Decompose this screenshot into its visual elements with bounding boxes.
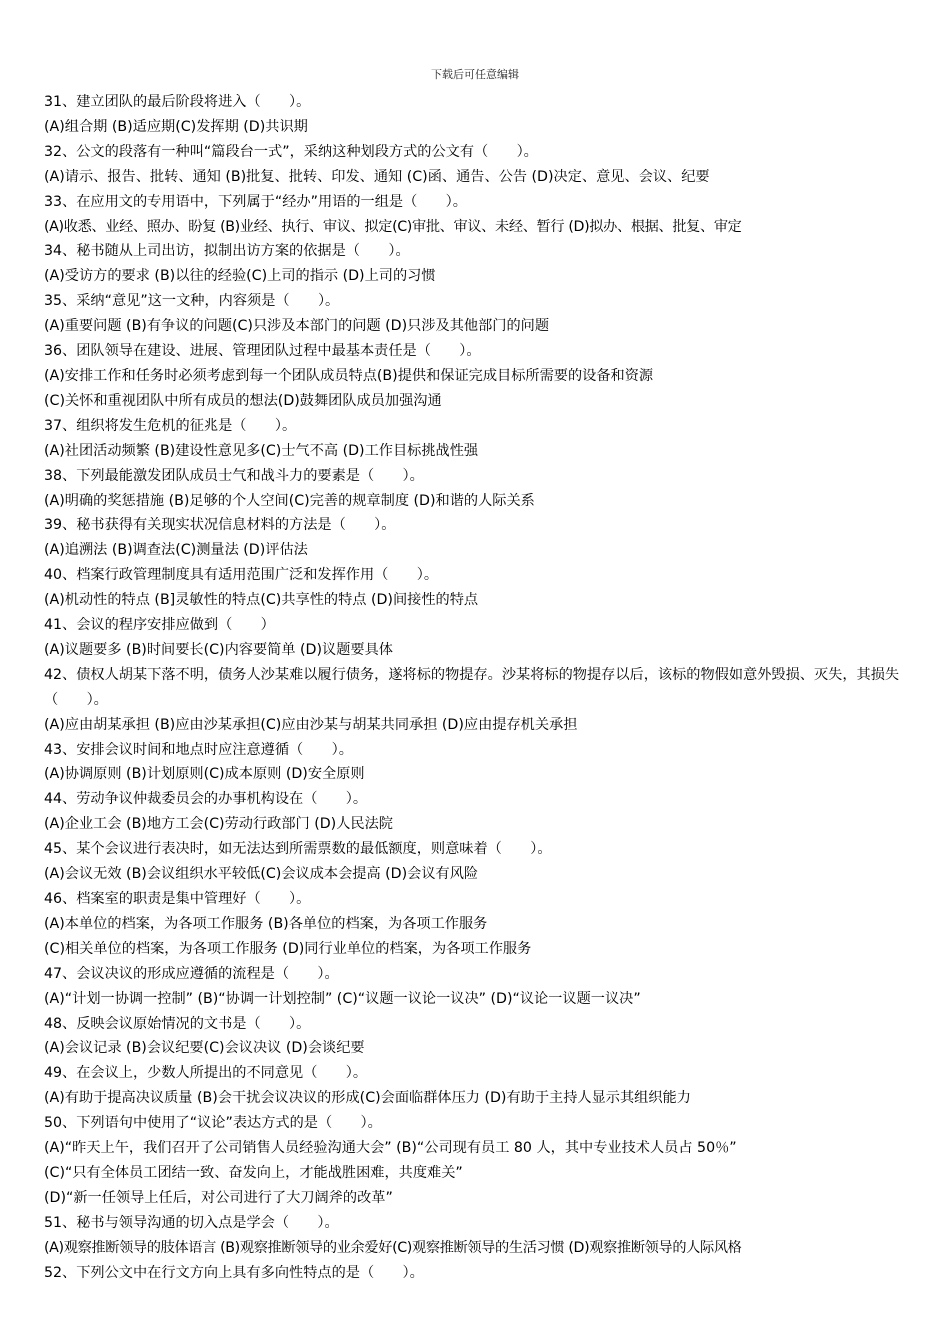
question-line: 41、会议的程序安排应做到（ ） xyxy=(44,617,275,634)
question-line: 44、劳动争议仲裁委员会的办事机构设在（ ）。 xyxy=(44,791,368,808)
question-list xyxy=(44,90,914,1286)
question-line: 32、公文的段落有一种叫“篇段台一式”，采纳这种划段方式的公文有（ ）。 xyxy=(44,143,538,160)
options-line: (D)“新一任领导上任后，对公司进行了大刀阔斧的改革” xyxy=(44,1189,393,1206)
page-header: 下载后可任意编辑 xyxy=(431,68,519,81)
options-line: (A)收悉、业经、照办、盼复 (B)业经、执行、审议、拟定(C)审批、审议、未经、暂行 (D)拟办、根据、批复、审定 xyxy=(44,218,742,235)
question-line: 48、反映会议原始情况的文书是（ ）。 xyxy=(44,1015,311,1032)
question-line: 34、秘书随从上司出访，拟制出访方案的依据是（ ）。 xyxy=(44,243,410,260)
options-line: (A)应由胡某承担 (B)应由沙某承担(C)应由沙某与胡某共同承担 (D)应由提存机关承担 xyxy=(44,716,578,733)
options-line: (A)协调原则 (B)计划原则(C)成本原则 (D)安全原则 xyxy=(44,766,365,783)
options-line: (C)“只有全体员工团结一致、奋发向上，才能战胜困难，共度难关” xyxy=(44,1164,463,1181)
options-line: (A)安排工作和任务时必须考虑到每一个团队成员特点(B)提供和保证完成目标所需要的设备和资源 xyxy=(44,367,654,384)
question-line: 33、在应用文的专用语中，下列属于“经办”用语的一组是（ ）。 xyxy=(44,193,467,210)
question-line: 45、某个会议进行表决时，如无法达到所需票数的最低额度，则意味着（ ）。 xyxy=(44,841,552,858)
question-line: 38、下列最能激发团队成员士气和战斗力的要素是（ ）。 xyxy=(44,467,424,484)
options-line: (A)会议记录 (B)会议纪要(C)会议决议 (D)会谈纪要 xyxy=(44,1040,365,1057)
options-line: (A)会议无效 (B)会议组织水平较低(C)会议成本会提高 (D)会议有风险 xyxy=(44,866,479,883)
options-line: (C)相关单位的档案，为各项工作服务 (D)同行业单位的档案，为各项工作服务 xyxy=(44,940,532,957)
options-line: (A)机动性的特点 (B]灵敏性的特点(C)共享性的特点 (D)间接性的特点 xyxy=(44,592,479,609)
options-line: (A)议题要多 (B)时间要长(C)内容要简单 (D)议题要具体 xyxy=(44,641,393,658)
question-line: 51、秘书与领导沟通的切入点是学会（ ）。 xyxy=(44,1214,339,1231)
question-line: 42、债权人胡某下落不明，债务人沙某难以履行债务，遂将标的物提存。沙某将标的物提存以后，该标的物假如意外毁损、灭失，其损失（ ）。 xyxy=(44,666,900,708)
question-line: 47、会议决议的形成应遵循的流程是（ ）。 xyxy=(44,965,339,982)
question-line: 39、秘书获得有关现实状况信息材料的方法是（ ）。 xyxy=(44,517,396,534)
options-line: (A)有助于提高决议质量 (B)会干扰会议决议的形成(C)会面临群体压力 (D)有助于主持人显示其组织能力 xyxy=(44,1090,691,1107)
question-line: 52、下列公文中在行文方向上具有多向性特点的是（ ）。 xyxy=(44,1264,424,1281)
options-line: (A)请示、报告、批转、通知 (B)批复、批转、印发、通知 (C)函、通告、公告 (D)决定、意见、会议、纪要 xyxy=(44,168,710,185)
options-line: (A)企业工会 (B)地方工会(C)劳动行政部门 (D)人民法院 xyxy=(44,816,393,833)
options-line: (A)“昨天上午，我们召开了公司销售人员经验沟通大会” (B)“公司现有员工 80 人，其中专业技术人员占 50％” xyxy=(44,1140,737,1157)
options-line: (A)“计划一协调一控制” (B)“协调一计划控制” (C)“议题一议论一议决” (D)“议论一议题一议决” xyxy=(44,990,641,1007)
question-line: 50、下列语句中使用了“议论”表达方式的是（ ）。 xyxy=(44,1115,382,1132)
question-line: 40、档案行政管理制度具有适用范围广泛和发挥作用（ ）。 xyxy=(44,567,439,584)
options-line: (A)组合期 (B)适应期(C)发挥期 (D)共识期 xyxy=(44,118,308,135)
options-line: (A)社团活动频繁 (B)建设性意见多(C)士气不高 (D)工作目标挑战性强 xyxy=(44,442,479,459)
question-line: 46、档案室的职责是集中管理好（ ）。 xyxy=(44,891,311,907)
question-line: 37、组织将发生危机的征兆是（ ）。 xyxy=(44,417,297,434)
options-line: (A)追溯法 (B)调查法(C)测量法 (D)评估法 xyxy=(44,542,308,559)
options-line: (A)本单位的档案，为各项工作服务 (B)各单位的档案，为各项工作服务 xyxy=(44,915,488,932)
options-line: (C)关怀和重视团队中所有成员的想法(D)鼓舞团队成员加强沟通 xyxy=(44,392,442,409)
question-line: 36、团队领导在建设、进展、管理团队过程中最基本责任是（ ）。 xyxy=(44,343,481,360)
options-line: (A)明确的奖惩措施 (B)足够的个人空间(C)完善的规章制度 (D)和谐的人际关系 xyxy=(44,492,535,509)
options-line: (A)重要问题 (B)有争议的问题(C)只涉及本部门的问题 (D)只涉及其他部门的问题 xyxy=(44,318,550,335)
question-line: 35、采纳“意见”这一文种，内容须是（ ）。 xyxy=(44,293,340,310)
question-line: 31、建立团队的最后阶段将进入（ ）。 xyxy=(44,94,311,110)
question-line: 43、安排会议时间和地点时应注意遵循（ ）。 xyxy=(44,741,353,758)
options-line: (A)观察推断领导的肢体语言 (B)观察推断领导的业余爱好(C)观察推断领导的生活习惯 (D)观察推断领导的人际风格 xyxy=(44,1239,742,1256)
question-line: 49、在会议上，少数人所提出的不同意见（ ）。 xyxy=(44,1065,368,1082)
options-line: (A)受访方的要求 (B)以往的经验(C)上司的指示 (D)上司的习惯 xyxy=(44,268,436,285)
